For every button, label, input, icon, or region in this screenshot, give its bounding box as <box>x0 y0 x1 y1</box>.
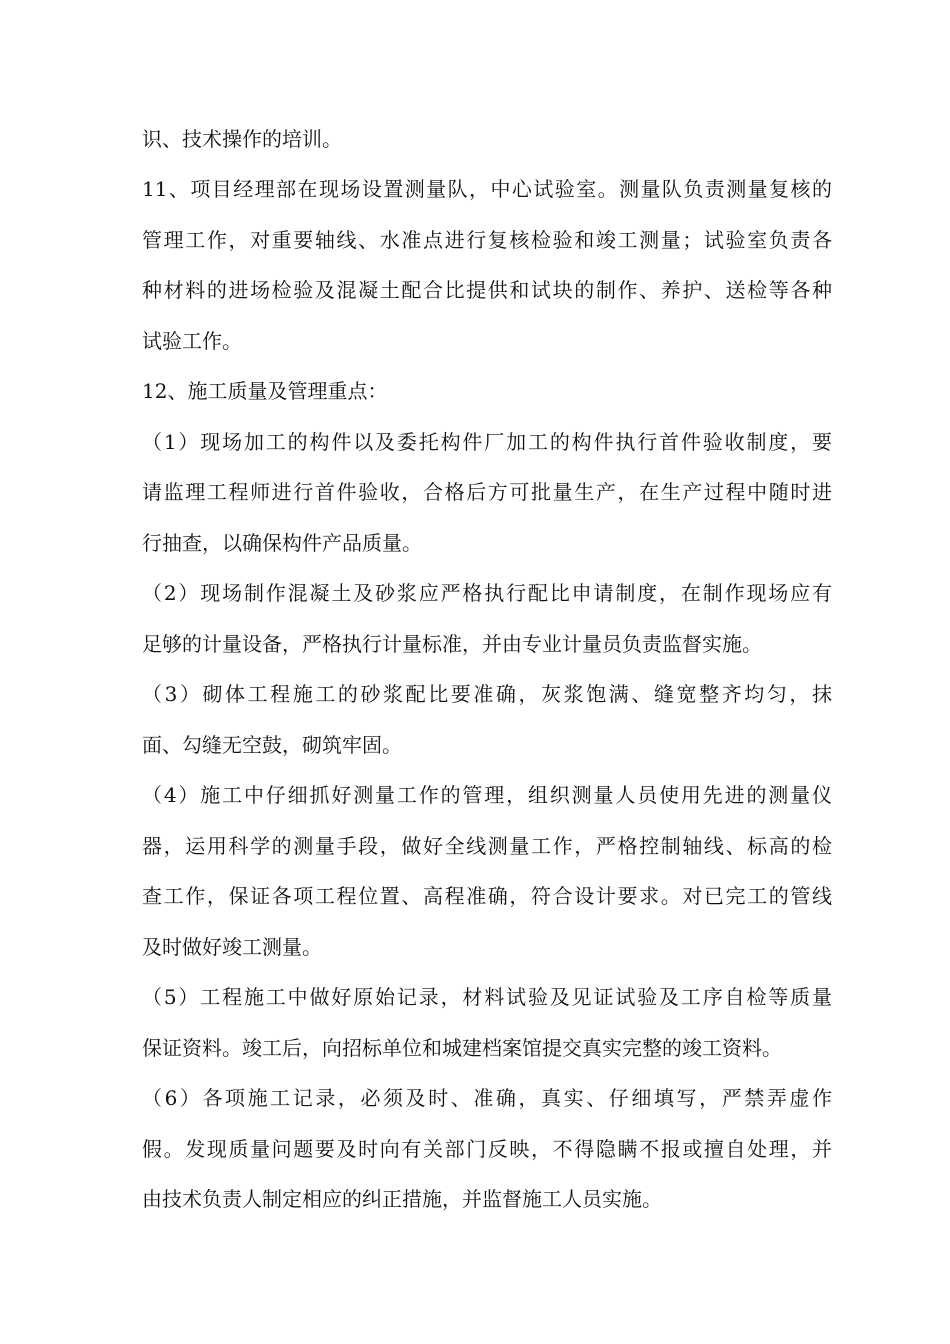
text-line: 行抽查，以确保构件产品质量。 <box>142 531 422 555</box>
text-line: 查工作，保证各项工程位置、高程准确，符合设计要求。对已完工的管线 <box>142 884 832 908</box>
text-line: 识、技术操作的培训。 <box>142 127 342 151</box>
text-line: 11、项目经理部在现场设置测量队，中心试验室。测量队负责测量复核的 <box>142 177 832 201</box>
text-line: （6）各项施工记录，必须及时、准确，真实、仔细填写，严禁弄虚作 <box>142 1086 832 1110</box>
text-line: 假。发现质量问题要及时向有关部门反映，不得隐瞒不报或擅自处理，并 <box>142 1137 832 1161</box>
text-line: 12、施工质量及管理重点： <box>142 379 388 403</box>
text-line: （1）现场加工的构件以及委托构件厂加工的构件执行首件验收制度，要 <box>142 430 832 454</box>
text-line: 器，运用科学的测量手段，做好全线测量工作，严格控制轴线、标高的检 <box>142 834 832 858</box>
text-line: （3）砌体工程施工的砂浆配比要准确，灰浆饱满、缝宽整齐均匀，抹 <box>142 682 832 706</box>
text-line: 由技术负责人制定相应的纠正措施，并监督施工人员实施。 <box>142 1187 662 1211</box>
text-line: 保证资料。竣工后，向招标单位和城建档案馆提交真实完整的竣工资料。 <box>142 1036 782 1060</box>
text-line: 面、勾缝无空鼓，砌筑牢固。 <box>142 733 402 757</box>
text-line: （4）施工中仔细抓好测量工作的管理，组织测量人员使用先进的测量仪 <box>142 783 832 807</box>
text-line: 种材料的进场检验及混凝土配合比提供和试块的制作、养护、送检等各种 <box>142 278 832 302</box>
text-line: 及时做好竣工测量。 <box>142 935 322 959</box>
text-line: （5）工程施工中做好原始记录，材料试验及见证试验及工序自检等质量 <box>142 985 832 1009</box>
text-line: 请监理工程师进行首件验收，合格后方可批量生产，在生产过程中随时进 <box>142 480 832 504</box>
text-line: （2）现场制作混凝土及砂浆应严格执行配比申请制度，在制作现场应有 <box>142 581 832 605</box>
text-line: 管理工作，对重要轴线、水准点进行复核检验和竣工测量；试验室负责各 <box>142 228 832 252</box>
text-line: 足够的计量设备，严格执行计量标准，并由专业计量员负责监督实施。 <box>142 632 762 656</box>
text-line: 试验工作。 <box>142 329 242 353</box>
